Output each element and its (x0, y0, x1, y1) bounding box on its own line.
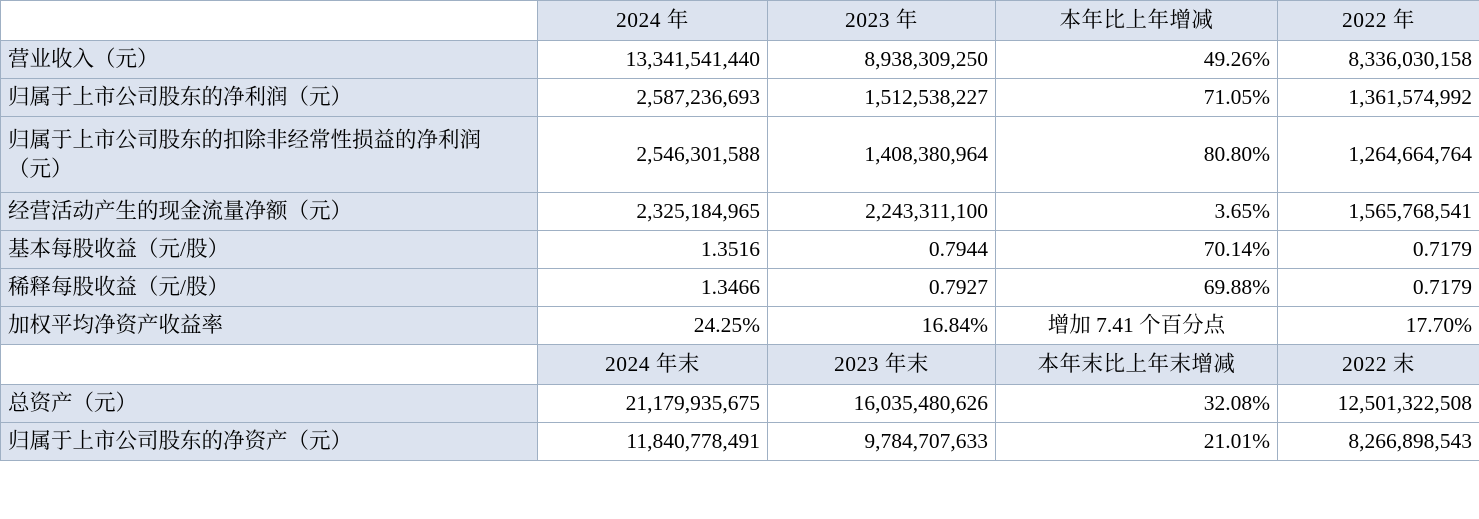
cell-weighted-roe-2023: 16.84% (768, 307, 996, 345)
cell-diluted-eps-2022: 0.7179 (1278, 269, 1479, 307)
cell-diluted-eps-2024: 1.3466 (538, 269, 768, 307)
header-2024: 2024 年 (538, 1, 768, 41)
cell-diluted-eps-change: 69.88% (996, 269, 1278, 307)
cell-weighted-roe-2024: 24.25% (538, 307, 768, 345)
row-label-adjusted-net-profit: 归属于上市公司股东的扣除非经常性损益的净利润（元） (1, 117, 538, 193)
row-label-revenue: 营业收入（元） (1, 41, 538, 79)
header-change: 本年比上年增减 (996, 1, 1278, 41)
table-row (1, 269, 1479, 307)
table-row (1, 385, 1479, 423)
header-2023: 2023 年 (768, 1, 996, 41)
cell-weighted-roe-2022: 17.70% (1278, 307, 1479, 345)
row-label-diluted-eps: 稀释每股收益（元/股） (1, 269, 538, 307)
table-row (1, 41, 1479, 79)
table-row (1, 79, 1479, 117)
table-row (1, 231, 1479, 269)
table-row (1, 193, 1479, 231)
header-change-end: 本年末比上年末增减 (996, 345, 1278, 385)
cell-basic-eps-2024: 1.3516 (538, 231, 768, 269)
header-blank-cell (1, 1, 538, 41)
cell-net-profit-change: 71.05% (996, 79, 1278, 117)
cell-total-assets-2022: 12,501,322,508 (1278, 385, 1479, 423)
table-header-row-balance (1, 345, 1479, 385)
cell-net-assets-change: 21.01% (996, 423, 1278, 461)
cell-basic-eps-2022: 0.7179 (1278, 231, 1479, 269)
cell-total-assets-change: 32.08% (996, 385, 1278, 423)
cell-diluted-eps-2023: 0.7927 (768, 269, 996, 307)
header-2024-end: 2024 年末 (538, 345, 768, 385)
cell-operating-cashflow-2023: 2,243,311,100 (768, 193, 996, 231)
header-2023-end: 2023 年末 (768, 345, 996, 385)
cell-basic-eps-change: 70.14% (996, 231, 1278, 269)
cell-adjusted-net-profit-2022: 1,264,664,764 (1278, 117, 1479, 193)
cell-revenue-2022: 8,336,030,158 (1278, 41, 1479, 79)
cell-net-profit-2024: 2,587,236,693 (538, 79, 768, 117)
header-2022-end: 2022 末 (1278, 345, 1479, 385)
row-label-net-profit: 归属于上市公司股东的净利润（元） (1, 79, 538, 117)
cell-adjusted-net-profit-2023: 1,408,380,964 (768, 117, 996, 193)
cell-operating-cashflow-change: 3.65% (996, 193, 1278, 231)
table-row (1, 117, 1479, 193)
row-label-basic-eps: 基本每股收益（元/股） (1, 231, 538, 269)
cell-net-assets-2024: 11,840,778,491 (538, 423, 768, 461)
row-label-total-assets: 总资产（元） (1, 385, 538, 423)
header-blank-cell-2 (1, 345, 538, 385)
cell-net-profit-2023: 1,512,538,227 (768, 79, 996, 117)
cell-weighted-roe-change: 增加 7.41 个百分点 (996, 307, 1278, 345)
cell-net-assets-2022: 8,266,898,543 (1278, 423, 1479, 461)
header-2022: 2022 年 (1278, 1, 1479, 41)
cell-operating-cashflow-2024: 2,325,184,965 (538, 193, 768, 231)
row-label-net-assets: 归属于上市公司股东的净资产（元） (1, 423, 538, 461)
table-row (1, 423, 1479, 461)
cell-adjusted-net-profit-2024: 2,546,301,588 (538, 117, 768, 193)
row-label-weighted-roe: 加权平均净资产收益率 (1, 307, 538, 345)
cell-revenue-change: 49.26% (996, 41, 1278, 79)
cell-net-assets-2023: 9,784,707,633 (768, 423, 996, 461)
cell-adjusted-net-profit-change: 80.80% (996, 117, 1278, 193)
cell-net-profit-2022: 1,361,574,992 (1278, 79, 1479, 117)
cell-revenue-2023: 8,938,309,250 (768, 41, 996, 79)
cell-total-assets-2024: 21,179,935,675 (538, 385, 768, 423)
cell-operating-cashflow-2022: 1,565,768,541 (1278, 193, 1479, 231)
row-label-operating-cashflow: 经营活动产生的现金流量净额（元） (1, 193, 538, 231)
table-row (1, 307, 1479, 345)
table-header-row-period (1, 1, 1479, 41)
cell-basic-eps-2023: 0.7944 (768, 231, 996, 269)
cell-total-assets-2023: 16,035,480,626 (768, 385, 996, 423)
cell-revenue-2024: 13,341,541,440 (538, 41, 768, 79)
